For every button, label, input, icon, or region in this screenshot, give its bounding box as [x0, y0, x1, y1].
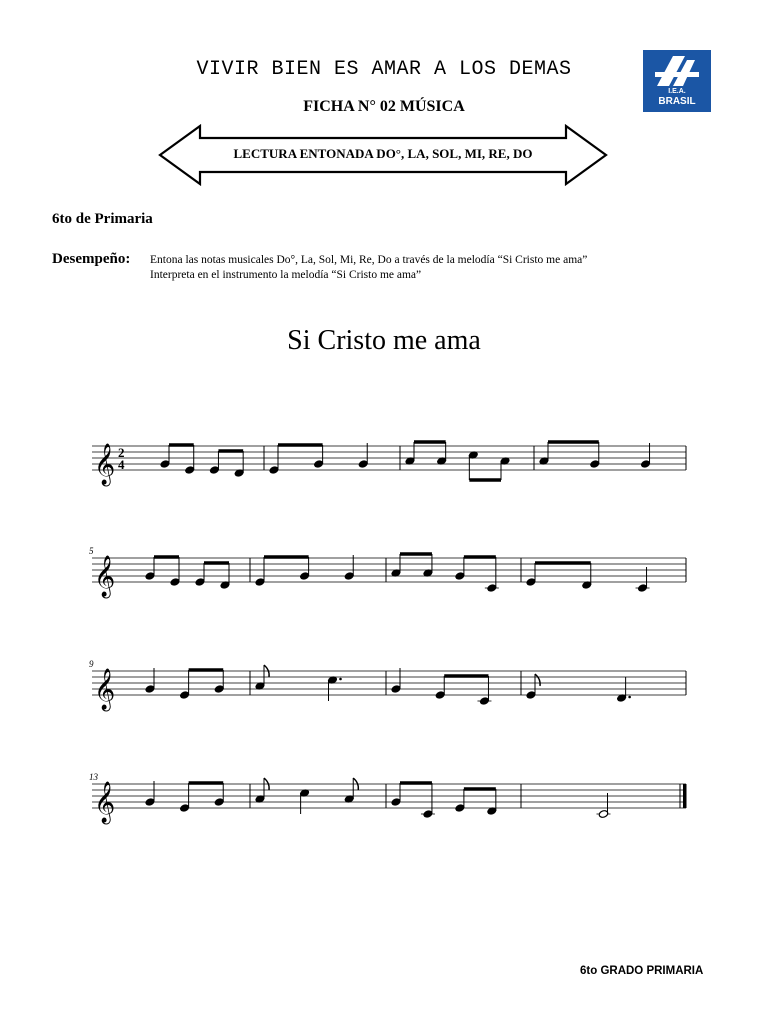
time-signature-top: 2 — [118, 445, 125, 460]
treble-clef-icon: 𝄞 — [94, 782, 116, 823]
measure-number: 5 — [89, 546, 94, 556]
augmentation-dot — [628, 696, 631, 699]
grade-label: 6to de Primaria — [52, 211, 153, 227]
banner-text: LECTURA ENTONADA DO°, LA, SOL, MI, RE, DO — [233, 146, 533, 161]
treble-clef-icon: 𝄞 — [94, 556, 116, 597]
note-flag — [535, 674, 540, 686]
desempeno-label: Desempeño: — [52, 251, 131, 267]
song-title: Si Cristo me ama — [287, 325, 481, 356]
school-logo — [643, 50, 711, 112]
final-barline — [683, 784, 687, 808]
music-score — [0, 400, 768, 850]
worksheet-subtitle: FICHA N° 02 MÚSICA — [303, 98, 465, 115]
footer-grade: 6to GRADO PRIMARIA — [580, 965, 704, 977]
measure-number: 13 — [89, 772, 98, 782]
treble-clef-icon: 𝄞 — [94, 444, 116, 485]
document-title: VIVIR BIEN ES AMAR A LOS DEMAS — [196, 58, 572, 81]
desempeno-line-1: Entona las notas musicales Do°, La, Sol, Mi, Re, Do a través de la melodía “Si Cristo me ama” — [150, 254, 588, 266]
treble-clef-icon: 𝄞 — [94, 669, 116, 710]
time-signature-bottom: 4 — [118, 457, 125, 472]
augmentation-dot — [339, 678, 342, 681]
desempeno-line-2: Interpreta en el instrumento la melodía “Si Cristo me ama” — [150, 269, 422, 281]
measure-number: 9 — [89, 659, 94, 669]
logo-caption-bottom: BRASIL — [658, 96, 696, 107]
logo-caption-top: I.E.A. — [668, 88, 686, 95]
